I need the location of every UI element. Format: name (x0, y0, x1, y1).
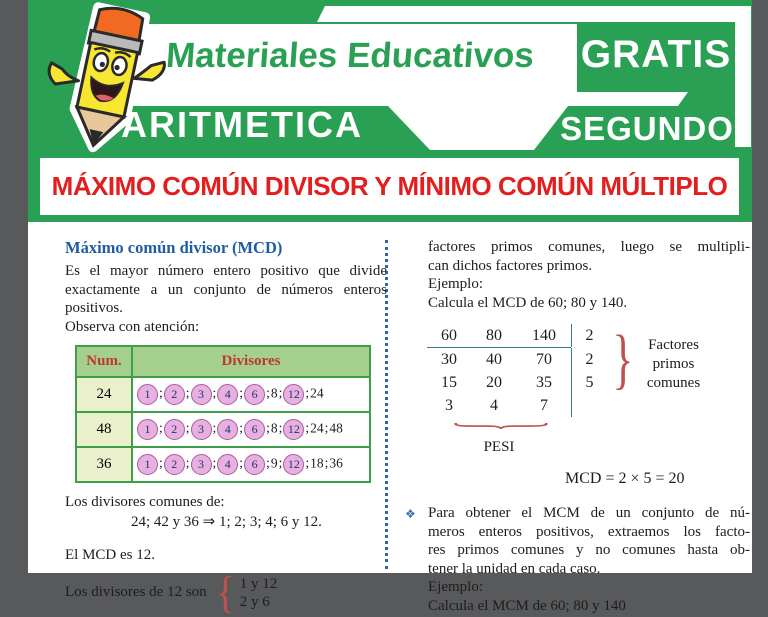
plain-number: 24 (310, 420, 324, 436)
divisors-cell (132, 377, 370, 412)
example-label: Ejemplo: (428, 579, 483, 595)
prime-factors-label (647, 336, 700, 393)
circled-number: 2 (164, 454, 185, 475)
divisor-pair: 2 y 6 (239, 593, 270, 610)
separator: ; (212, 385, 217, 401)
division-cell: 60 (427, 324, 471, 348)
example-label: Ejemplo: (428, 276, 483, 292)
circled-number: 1 (137, 384, 158, 405)
separator: ; (305, 385, 310, 401)
under-brace-icon: { (437, 421, 561, 431)
plain-number: 9 (270, 455, 278, 471)
plain-number: 8 (270, 420, 278, 436)
separator: ; (324, 420, 329, 436)
grade-banner: SEGUNDO (560, 110, 734, 147)
subject-banner: ARITMETICA (121, 104, 363, 145)
circled-number: 3 (191, 419, 212, 440)
division-cell: 140 (517, 324, 571, 348)
table-header-divisores: Divisores (132, 346, 370, 377)
pair-brace-icon: { (215, 567, 235, 617)
division-cell (571, 394, 607, 417)
division-cell: 35 (536, 373, 552, 391)
observe-line: Observa con atención: (65, 318, 200, 335)
circled-number: 12 (283, 454, 304, 475)
table-header-num: Num. (76, 346, 132, 377)
separator: ; (159, 385, 163, 401)
circled-number: 6 (244, 419, 265, 440)
mcd-paragraph-line: exactamente a un conjunto de números enteros (65, 281, 387, 298)
example-text: Calcula el MCD de 60; 80 y 140. (428, 294, 628, 311)
table-row (76, 412, 370, 447)
circled-number: 2 (164, 419, 185, 440)
separator: ; (159, 455, 163, 471)
gratis-badge: GRATIS (580, 33, 732, 76)
banner-wedge (388, 106, 568, 150)
mcd-paragraph-line: Es el mayor número entero positivo que divide (65, 263, 387, 279)
right-column (405, 238, 750, 615)
separator: ; (266, 420, 270, 436)
plain-number: 8 (270, 385, 278, 401)
separator: ; (305, 455, 310, 471)
table-row (76, 377, 370, 412)
prime-division-block (427, 321, 750, 417)
separator: ; (278, 420, 283, 436)
circled-number: 2 (164, 384, 185, 405)
prime-factors-label-line: Factores (648, 337, 699, 353)
divisors-of-12-label: Los divisores de 12 son (65, 584, 207, 601)
num-cell: 48 (76, 412, 132, 447)
divisors-cell (132, 412, 370, 447)
separator: ; (212, 420, 217, 436)
divisor-pair: 1 y 12 (239, 575, 278, 592)
separator: ; (278, 385, 283, 401)
circled-number: 6 (244, 384, 265, 405)
division-table (427, 324, 607, 417)
plain-number: 48 (329, 420, 343, 436)
divisors-table (75, 345, 371, 483)
division-cell: 7 (540, 396, 548, 414)
divisors-of-12-row (65, 567, 387, 617)
division-cell: 2 (571, 324, 607, 347)
circled-number: 12 (283, 419, 304, 440)
divisors-cell (132, 447, 370, 482)
separator: ; (278, 455, 283, 471)
lesson-title-box (40, 158, 739, 215)
circled-number: 4 (217, 419, 238, 440)
division-cell: 3 (445, 396, 453, 414)
num-cell: 36 (76, 447, 132, 482)
plain-number: 24 (310, 385, 324, 401)
division-cell: 2 (571, 348, 607, 371)
mcd-equation: MCD = 2 × 5 = 20 (565, 470, 685, 487)
plain-number: 18 (310, 455, 324, 471)
pesi-label: PESI (483, 439, 515, 455)
division-cell: 80 (471, 324, 517, 348)
circled-number: 12 (283, 384, 304, 405)
separator: ; (159, 420, 163, 436)
mcm-paragraph-line: Para obtener el MCM de un conjunto de nú- (428, 505, 750, 521)
worksheet-page (28, 0, 752, 617)
mcm-paragraph (428, 504, 750, 615)
circled-number: 1 (137, 419, 158, 440)
num-cell: 24 (76, 377, 132, 412)
division-cell: 30 (441, 350, 457, 368)
separator: ; (185, 420, 190, 436)
prime-factors-label-line: primos (652, 356, 695, 372)
under-brace (427, 417, 571, 435)
continuation-line: factores primos comunes, luego se multipli- (428, 239, 750, 255)
division-cell: 5 (571, 371, 607, 394)
mcm-paragraph-line: tener la unidad en cada caso. (428, 560, 601, 577)
header-banner (28, 0, 752, 222)
circled-number: 4 (217, 454, 238, 475)
table-row (76, 447, 370, 482)
mcm-bullet-item (405, 504, 750, 615)
separator: ; (324, 455, 329, 471)
left-column (65, 238, 387, 617)
plain-number: 36 (329, 455, 343, 471)
mcd-heading: Máximo común divisor (MCD) (65, 238, 283, 257)
circled-number: 6 (244, 454, 265, 475)
division-cell: 4 (490, 396, 498, 414)
mcd-paragraph-line: positivos. (65, 300, 123, 316)
diamond-bullet-icon: ❖ (405, 507, 416, 521)
common-divisors-intro: Los divisores comunes de: (65, 494, 225, 510)
content-area (28, 222, 752, 617)
division-cell: 20 (486, 373, 502, 391)
continuation-line: can dichos factores primos. (428, 257, 593, 274)
mcm-paragraph-line: meros enteros positivos, extraemos los facto- (428, 523, 750, 540)
separator: ; (185, 385, 190, 401)
mcd-statement: El MCD es 12. (65, 547, 155, 563)
division-cell: 70 (536, 350, 552, 368)
separator: ; (239, 420, 244, 436)
prime-factors-label-line: comunes (646, 375, 701, 391)
separator: ; (212, 455, 217, 471)
divisor-pairs (240, 575, 278, 611)
circled-number: 4 (217, 384, 238, 405)
circled-number: 3 (191, 454, 212, 475)
circled-number: 3 (191, 384, 212, 405)
separator: ; (266, 385, 270, 401)
circled-number: 1 (137, 454, 158, 475)
separator: ; (266, 455, 270, 471)
separator: ; (239, 385, 244, 401)
table-header-row (76, 346, 370, 377)
lesson-title: MÁXIMO COMÚN DIVISOR Y MÍNIMO COMÚN MÚLTIPLO (51, 171, 728, 201)
division-cell: 40 (486, 350, 502, 368)
mcm-paragraph-line: res primos comunes y no comunes hasta ob- (428, 542, 750, 558)
division-cell: 15 (441, 373, 457, 391)
separator: ; (239, 455, 244, 471)
common-divisors-values: 24; 42 y 36 ⇒ 1; 2; 3; 4; 6 y 12. (131, 513, 322, 530)
example-text: Calcula el MCM de 60; 80 y 140 (428, 597, 626, 614)
banner-top-strip (317, 6, 740, 22)
brand-title: Materiales Educativos (164, 36, 536, 75)
separator: ; (185, 455, 190, 471)
factor-brace-icon: } (612, 321, 634, 396)
separator: ; (305, 420, 310, 436)
